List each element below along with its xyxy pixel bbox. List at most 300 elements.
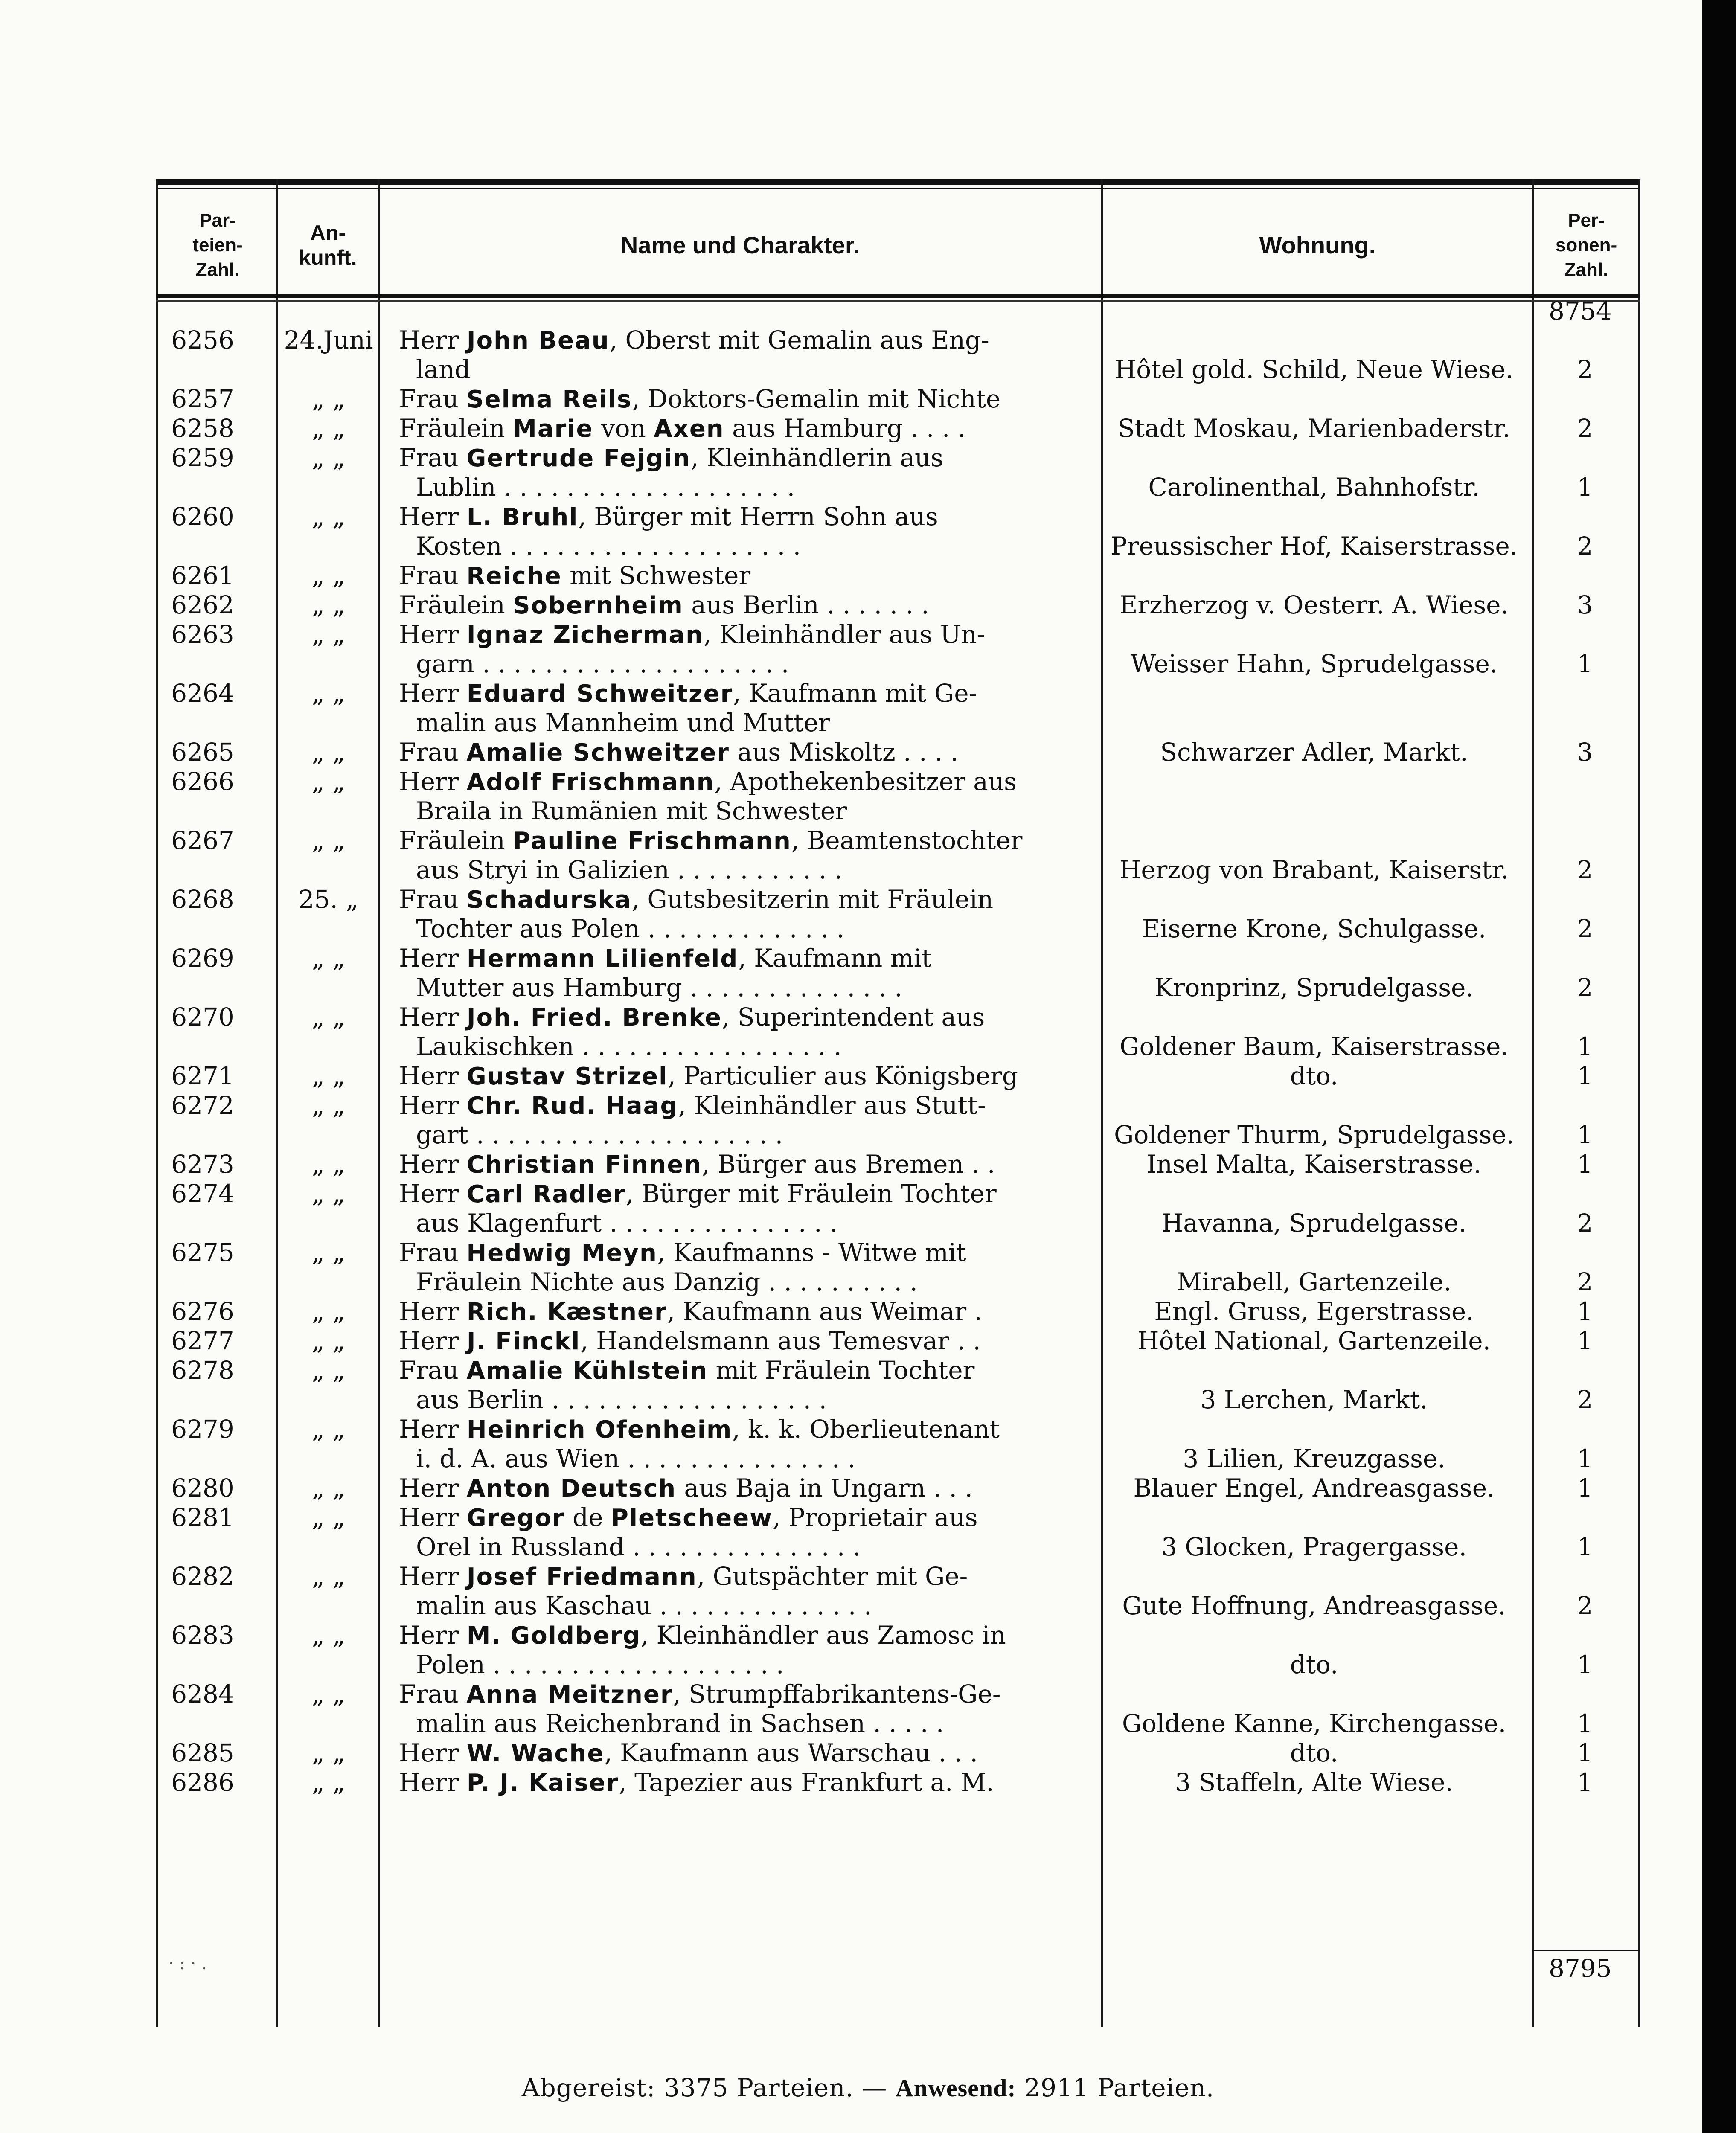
entry-name-continuation (399, 649, 1107, 678)
person-name: Schadurska (466, 886, 632, 914)
entry-text: , Handelsmann aus Temesvar . . (580, 1326, 981, 1355)
entry-name-line (399, 1356, 1090, 1386)
entry-personen: 1 (1577, 1061, 1593, 1090)
entry-personen: 1 (1577, 1150, 1593, 1179)
entry-text: Herr (399, 1297, 467, 1326)
leader-dots: . . . . . . . . . . . . . . . (625, 1532, 861, 1561)
entry-text: Frau (399, 384, 467, 413)
entry-personen: 2 (1577, 1267, 1593, 1296)
entry-text: Herr (399, 325, 467, 355)
leader-dots: . . . . . . . . . . . . . . (682, 973, 902, 1002)
entry-text: Herr (399, 502, 467, 531)
carry-out-total: 8795 (1549, 1954, 1612, 1983)
abgereist-value: 3375 Parteien. (663, 2073, 854, 2102)
entry-name-line (399, 885, 1090, 915)
entry-personen: 2 (1577, 532, 1593, 561)
entry-text: Herr (399, 1473, 467, 1502)
leader-dots: . . . . . (865, 1709, 944, 1738)
entry-text: Herr (399, 767, 467, 796)
entry-number: 6259 (171, 443, 234, 472)
entry-wohnung: Schwarzer Adler, Markt. (1160, 738, 1468, 767)
entry-text: Herr (399, 944, 467, 973)
entry-text: Fräulein (399, 414, 513, 443)
entry-text: Tochter aus Polen (416, 914, 640, 943)
entry-name-line (399, 1297, 1090, 1327)
entry-name-line (399, 1179, 1090, 1209)
entry-number: 6274 (171, 1179, 234, 1208)
entry-arrival: 24.Juni (284, 325, 373, 355)
leader-dots: . . . . . . . . . . . . . . . . . . . (485, 1650, 784, 1679)
entry-text: Fräulein (399, 590, 513, 619)
entry-arrival: „ „ (311, 1415, 346, 1444)
entry-personen: 2 (1577, 355, 1593, 384)
person-name: Eduard Schweitzer (466, 680, 733, 708)
entry-arrival: „ „ (311, 826, 346, 855)
entry-arrival: „ „ (311, 1738, 346, 1767)
entry-number: 6271 (171, 1061, 234, 1090)
entry-text: malin aus Mannheim und Mutter (416, 708, 830, 737)
entry-text: Frau (399, 561, 467, 590)
leader-dots: . . . . . . . . . . . . . . . . . . (544, 1385, 827, 1414)
entry-text: Mutter aus Hamburg (416, 973, 682, 1002)
entry-text: Herr (399, 1326, 467, 1355)
entry-arrival: „ „ (311, 738, 346, 767)
entry-text: Frau (399, 1680, 467, 1709)
entry-number: 6282 (171, 1562, 234, 1591)
entry-arrival: „ „ (311, 679, 346, 708)
entry-personen: 1 (1577, 1297, 1593, 1326)
entry-text: Braila in Rumänien mit Schwester (416, 796, 847, 825)
leader-dots: . . . . . . . . . . . . . (640, 914, 845, 943)
entry-personen: 1 (1577, 1444, 1593, 1473)
entry-personen: 1 (1577, 649, 1593, 678)
entry-number: 6258 (171, 414, 234, 443)
entry-text: , Bürger aus Bremen . . (702, 1150, 995, 1179)
leader-dots: . . . . . . . . . . . . . . . . . . . (496, 473, 795, 502)
person-name: Amalie Schweitzer (466, 739, 730, 767)
entry-arrival: „ „ (311, 1238, 346, 1267)
entry-name-line (399, 1091, 1090, 1121)
entry-text: Frau (399, 443, 467, 472)
entry-number: 6266 (171, 767, 234, 796)
entry-text: Fräulein Nichte aus Danzig (416, 1267, 761, 1296)
person-name: L. Bruhl (466, 503, 579, 531)
person-name: Marie (513, 415, 593, 443)
entry-arrival: „ „ (311, 1003, 346, 1032)
table-border-right (1638, 179, 1640, 2027)
scan-border (1702, 0, 1736, 2133)
entry-arrival: „ „ (311, 1503, 346, 1532)
person-name: Heinrich Ofenheim (466, 1416, 733, 1444)
entry-text: , Kaufmanns - Witwe mit (657, 1238, 966, 1267)
entry-number: 6283 (171, 1621, 234, 1650)
person-name: Pletscheew (611, 1504, 773, 1532)
abgereist-label: Abgereist: (521, 2073, 656, 2102)
person-name: Gustav Strizel (466, 1063, 668, 1090)
entry-wohnung: Eiserne Krone, Schulgasse. (1142, 914, 1486, 943)
leader-dots: . . . . . . . . . . . . . . (651, 1591, 872, 1620)
entry-number: 6256 (171, 325, 234, 355)
person-name: J. Finckl (466, 1328, 581, 1355)
entry-arrival: „ „ (311, 1356, 346, 1385)
entry-name-line (399, 443, 1090, 473)
entry-text: de (564, 1503, 611, 1532)
entry-text: aus Berlin . . . . . . . (683, 590, 929, 619)
entry-text: Herr (399, 1179, 467, 1208)
entry-personen: 3 (1577, 590, 1593, 619)
person-name: Anton Deutsch (466, 1475, 677, 1502)
entry-wohnung: Goldene Kanne, Kirchengasse. (1122, 1709, 1506, 1738)
anwesend-label: Anwesend: (895, 2074, 1016, 2102)
anwesend-value: 2911 Parteien. (1024, 2073, 1215, 2102)
entry-name-line (399, 1680, 1090, 1709)
entry-number: 6263 (171, 620, 234, 649)
entry-name-line (399, 590, 1090, 620)
entry-text: aus Hamburg . . . . (724, 414, 966, 443)
entry-text: , Oberst mit Gemalin aus Eng- (609, 325, 989, 355)
entry-name-line (399, 325, 1090, 355)
entry-number: 6276 (171, 1297, 234, 1326)
entry-text: , Strumpffabrikantens-Ge- (673, 1680, 1001, 1709)
entry-text: Polen (416, 1650, 485, 1679)
entry-name-line (399, 1621, 1090, 1651)
person-name: Axen (654, 415, 724, 443)
entry-arrival: „ „ (311, 1768, 346, 1797)
entry-number: 6257 (171, 384, 234, 413)
entry-number: 6275 (171, 1238, 234, 1267)
entry-arrival: „ „ (311, 1621, 346, 1650)
entry-number: 6277 (171, 1326, 234, 1355)
entry-text: Herr (399, 1738, 467, 1767)
entry-name-line (399, 414, 1090, 444)
header-bottom-rule (156, 294, 1640, 298)
entry-name-line (399, 826, 1090, 856)
entry-text: Frau (399, 738, 467, 767)
entry-arrival: „ „ (311, 384, 346, 413)
entry-arrival: „ „ (311, 561, 346, 590)
entry-name-continuation (399, 1267, 1107, 1296)
entry-number: 6267 (171, 826, 234, 855)
leader-dots: . . . . . . . . . . . . . . . . . . . . (468, 1120, 783, 1149)
entry-name-continuation (399, 532, 1107, 561)
person-name: John Beau (466, 327, 610, 355)
entry-personen: 1 (1577, 1532, 1593, 1561)
entry-number: 6270 (171, 1003, 234, 1032)
entry-number: 6268 (171, 885, 234, 914)
entry-arrival: „ „ (311, 1091, 346, 1120)
entry-name-line (399, 1738, 1090, 1768)
entry-name-line (399, 1473, 1090, 1503)
entry-text: Herr (399, 1621, 467, 1650)
entry-wohnung: Carolinenthal, Bahnhofstr. (1148, 473, 1480, 502)
entry-text: , Particulier aus Königsberg (668, 1061, 1018, 1090)
entry-text: Herr (399, 1503, 467, 1532)
footer-summary (0, 2073, 1736, 2102)
person-name: Anna Meitzner (466, 1681, 673, 1709)
entry-text: Herr (399, 1003, 467, 1032)
register-table (156, 179, 1640, 2027)
entry-wohnung: Engl. Gruss, Egerstrasse. (1154, 1297, 1474, 1326)
entry-text: Herr (399, 1768, 467, 1797)
entry-wohnung: 3 Staffeln, Alte Wiese. (1175, 1768, 1453, 1797)
entry-arrival: „ „ (311, 944, 346, 973)
person-name: W. Wache (466, 1740, 605, 1767)
entry-wohnung: Preussischer Hof, Kaiserstrasse. (1110, 532, 1518, 561)
header-parteien-zahl: Par- teien- Zahl. (192, 210, 243, 280)
entry-personen: 2 (1577, 414, 1593, 443)
entry-text: , Bürger mit Herrn Sohn aus (578, 502, 938, 531)
person-name: Adolf Frischmann (466, 768, 715, 796)
entry-text: aus Klagenfurt (416, 1209, 602, 1238)
leader-dots: . . . . . . . . . . (760, 1267, 918, 1296)
entry-personen: 2 (1577, 1385, 1593, 1414)
entry-text: malin aus Kaschau (416, 1591, 652, 1620)
entry-text: mit Schwester (561, 561, 751, 590)
entry-name-line (399, 1003, 1090, 1032)
entry-text: Herr (399, 679, 467, 708)
entry-text: Frau (399, 1238, 467, 1267)
entry-text: , k. k. Oberlieutenant (732, 1415, 1000, 1444)
entry-number: 6278 (171, 1356, 234, 1385)
entry-text: gart (416, 1120, 468, 1149)
entry-text: , Apothekenbesitzer aus (714, 767, 1017, 796)
entry-text: aus Baja in Ungarn . . . (676, 1473, 973, 1502)
entry-text: Orel in Russland (416, 1532, 625, 1561)
person-name: P. J. Kaiser (466, 1769, 619, 1797)
header-personen-zahl: Per- sonen- Zahl. (1555, 210, 1617, 280)
entry-personen: 1 (1577, 473, 1593, 502)
entry-name-line (399, 944, 1090, 974)
entry-personen: 1 (1577, 1120, 1593, 1149)
header-name-charakter: Name und Charakter. (620, 232, 860, 259)
entry-text: von (593, 414, 654, 443)
entry-text: malin aus Reichenbrand in Sachsen (416, 1709, 865, 1738)
header-bottom-rule-thin (156, 300, 1640, 302)
entry-name-continuation (399, 973, 1107, 1002)
header-ankunft: An- kunft. (299, 221, 357, 270)
person-name: Joh. Fried. Brenke (466, 1004, 722, 1032)
entry-text: Frau (399, 885, 467, 914)
entry-text: Herr (399, 620, 467, 649)
entry-wohnung: 3 Lerchen, Markt. (1200, 1385, 1428, 1414)
entry-wohnung: Herzog von Brabant, Kaiserstr. (1119, 855, 1509, 884)
entry-text: , Kaufmann aus Warschau . . . (604, 1738, 978, 1767)
entry-name-line (399, 679, 1090, 709)
person-name: Ignaz Zicherman (466, 621, 704, 649)
entry-name-line (399, 1150, 1090, 1180)
entry-personen: 1 (1577, 1473, 1593, 1502)
entry-arrival: „ „ (311, 1297, 346, 1326)
carry-in-total: 8754 (1549, 296, 1612, 325)
entry-text: , Kaufmann mit Ge- (733, 679, 977, 708)
entry-name-continuation (399, 355, 1107, 384)
person-name: Pauline Frischmann (513, 827, 791, 855)
entry-name-line (399, 738, 1090, 767)
entry-text: , Superintendent aus (721, 1003, 985, 1032)
entry-name-continuation (399, 1532, 1107, 1561)
entry-personen: 1 (1577, 1738, 1593, 1767)
entry-name-line (399, 1326, 1090, 1356)
entry-text: Kosten (416, 532, 502, 561)
entry-wohnung: Hôtel gold. Schild, Neue Wiese. (1114, 355, 1514, 384)
entry-wohnung: dto. (1290, 1650, 1338, 1679)
entry-arrival: „ „ (311, 1473, 346, 1502)
entry-text: , Kleinhändlerin aus (691, 443, 944, 472)
entry-text: Herr (399, 1562, 467, 1591)
entry-arrival: „ „ (311, 414, 346, 443)
entry-arrival: „ „ (311, 620, 346, 649)
entry-wohnung: Goldener Thurm, Sprudelgasse. (1114, 1120, 1515, 1149)
entry-personen: 1 (1577, 1650, 1593, 1679)
entry-wohnung: Goldener Baum, Kaiserstrasse. (1120, 1032, 1509, 1061)
entry-wohnung: Insel Malta, Kaiserstrasse. (1146, 1150, 1482, 1179)
entry-wohnung: Erzherzog v. Oesterr. A. Wiese. (1120, 590, 1509, 619)
entry-number: 6273 (171, 1150, 234, 1179)
entry-personen: 2 (1577, 855, 1593, 884)
entry-wohnung: Blauer Engel, Andreasgasse. (1133, 1473, 1495, 1502)
entry-arrival: „ „ (311, 502, 346, 531)
entry-arrival: „ „ (311, 443, 346, 472)
entry-arrival: „ „ (311, 1326, 346, 1355)
leader-dots: . . . . . . . . . . . . . . . . . . . . (474, 649, 789, 678)
entry-arrival: „ „ (311, 1680, 346, 1709)
entry-text: aus Berlin (416, 1385, 544, 1414)
entry-wohnung: Weisser Hahn, Sprudelgasse. (1130, 649, 1498, 678)
entry-wohnung: dto. (1290, 1738, 1338, 1767)
entry-text: Herr (399, 1061, 467, 1090)
entry-number: 6260 (171, 502, 234, 531)
leader-dots: . . . . . . . . . . . . . . . (619, 1444, 856, 1473)
entry-name-continuation (399, 1709, 1107, 1738)
entry-personen: 2 (1577, 973, 1593, 1002)
footer-dash: — (862, 2073, 887, 2102)
entry-personen: 2 (1577, 914, 1593, 943)
entry-number: 6261 (171, 561, 234, 590)
entry-name-line (399, 561, 1090, 591)
entry-text: Herr (399, 1415, 467, 1444)
entry-wohnung: Havanna, Sprudelgasse. (1161, 1209, 1467, 1238)
entry-personen: 1 (1577, 1709, 1593, 1738)
entry-name-continuation (399, 1650, 1107, 1679)
entry-arrival: „ „ (311, 767, 346, 796)
person-name: Reiche (466, 562, 562, 590)
entry-text: aus Miskoltz . . . . (729, 738, 959, 767)
entry-arrival: 25. „ (298, 885, 359, 914)
entry-number: 6262 (171, 590, 234, 619)
entry-name-line (399, 1503, 1090, 1533)
entry-arrival: „ „ (311, 1150, 346, 1179)
entry-name-continuation (399, 1209, 1107, 1238)
entry-text: , Doktors-Gemalin mit Nichte (632, 384, 1001, 413)
person-name: Josef Friedmann (466, 1563, 697, 1591)
entry-number: 6272 (171, 1091, 234, 1120)
entry-name-line (399, 767, 1090, 797)
entry-name-continuation (399, 914, 1107, 943)
entry-text: aus Stryi in Galizien (416, 855, 669, 884)
entry-name-continuation (399, 1120, 1107, 1149)
entry-personen: 2 (1577, 1591, 1593, 1620)
entry-arrival: „ „ (311, 1562, 346, 1591)
entry-arrival: „ „ (311, 1179, 346, 1208)
entry-text: mit Fräulein Tochter (708, 1356, 975, 1385)
entry-name-continuation (399, 473, 1107, 502)
entry-name-continuation (399, 1032, 1107, 1061)
entry-text: Herr (399, 1091, 467, 1120)
entry-number: 6285 (171, 1738, 234, 1767)
entry-arrival: „ „ (311, 590, 346, 619)
entry-text: Lublin (416, 473, 496, 502)
entry-name-continuation (399, 1444, 1107, 1473)
entry-text: , Kaufmann aus Weimar . (667, 1297, 982, 1326)
entry-name-continuation (399, 796, 1107, 825)
entry-text: Laukischken (416, 1032, 574, 1061)
person-name: Hedwig Meyn (466, 1239, 657, 1267)
entry-text: Fräulein (399, 826, 513, 855)
entry-name-line (399, 1415, 1090, 1444)
person-name: Carl Radler (466, 1180, 626, 1208)
person-name: Gertrude Fejgin (466, 445, 691, 472)
entry-wohnung: dto. (1290, 1061, 1338, 1090)
entry-personen: 2 (1577, 1209, 1593, 1238)
header-wohnung: Wohnung. (1259, 232, 1376, 259)
entry-name-line (399, 1768, 1090, 1798)
entry-number: 6284 (171, 1680, 234, 1709)
entry-number: 6279 (171, 1415, 234, 1444)
person-name: Rich. Kæstner (466, 1298, 667, 1326)
entry-name-continuation (399, 708, 1107, 737)
entry-personen: 1 (1577, 1326, 1593, 1355)
entry-name-continuation (399, 855, 1107, 884)
entry-name-continuation (399, 1385, 1107, 1414)
entry-arrival: „ „ (311, 1061, 346, 1090)
entry-text: garn (416, 649, 474, 678)
entry-wohnung: Kronprinz, Sprudelgasse. (1154, 973, 1474, 1002)
leader-dots: . . . . . . . . . . . . . . . . . . . (502, 532, 801, 561)
person-name: Selma Reils (466, 386, 632, 413)
entry-number: 6265 (171, 738, 234, 767)
entry-number: 6280 (171, 1473, 234, 1502)
entry-text: , Kleinhändler aus Un- (703, 620, 986, 649)
entry-name-line (399, 620, 1090, 650)
entry-text: , Proprietair aus (772, 1503, 978, 1532)
entry-name-line (399, 1061, 1090, 1091)
entry-text: Herr (399, 1150, 467, 1179)
entry-wohnung: Hôtel National, Gartenzeile. (1137, 1326, 1491, 1355)
entry-text: Frau (399, 1356, 467, 1385)
entry-name-continuation (399, 1591, 1107, 1620)
column-divider (378, 179, 380, 2027)
person-name: Christian Finnen (466, 1151, 702, 1179)
person-name: Gregor (466, 1504, 565, 1532)
entry-number: 6281 (171, 1503, 234, 1532)
entry-text: land (416, 355, 471, 384)
entry-number: 6286 (171, 1768, 234, 1797)
entry-text: , Kaufmann mit (738, 944, 932, 973)
entry-name-line (399, 1238, 1090, 1268)
entry-text: , Kleinhändler aus Zamosc in (640, 1621, 1006, 1650)
leader-dots: . . . . . . . . . . . . . . . . . (574, 1032, 842, 1061)
entry-text: , Tapezier aus Frankfurt a. M. (619, 1768, 994, 1797)
page-mark: · : · . (169, 1954, 207, 1973)
entry-text: , Bürger mit Fräulein Tochter (625, 1179, 997, 1208)
entry-personen: 1 (1577, 1768, 1593, 1797)
entry-personen: 3 (1577, 738, 1593, 767)
entry-wohnung: Mirabell, Gartenzeile. (1176, 1267, 1452, 1296)
entry-text: , Kleinhändler aus Stutt- (678, 1091, 986, 1120)
entry-text: , Gutsbesitzerin mit Fräulein (631, 885, 994, 914)
person-name: Amalie Kühlstein (466, 1357, 708, 1385)
column-divider (276, 179, 278, 2027)
